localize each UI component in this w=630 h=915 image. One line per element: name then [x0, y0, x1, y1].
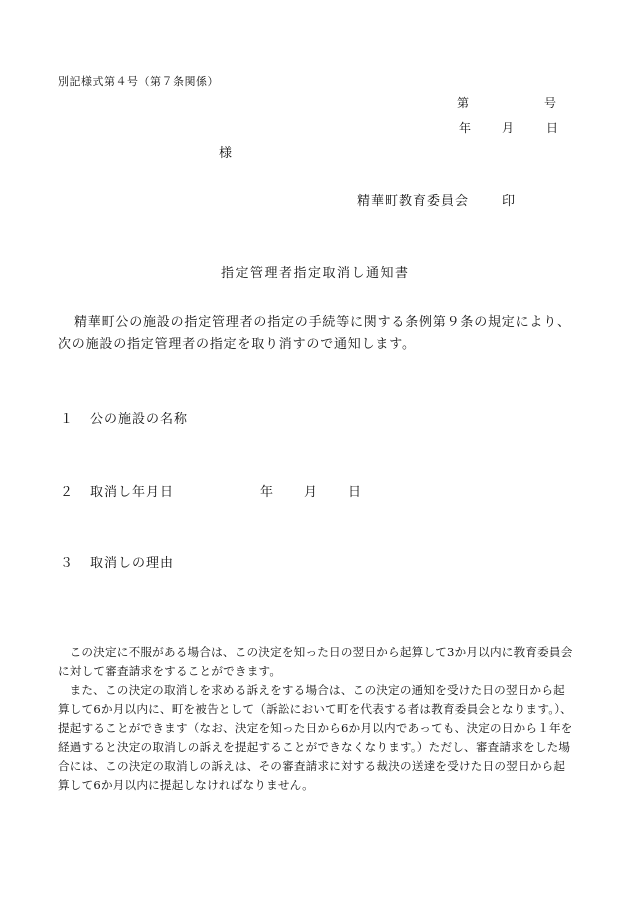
item-number: ２ — [60, 485, 75, 500]
date-day: 日 — [546, 121, 559, 135]
item-label: 公の施設の名称 — [90, 412, 189, 427]
item-number: ３ — [60, 556, 75, 571]
document-number-suffix: 号 — [544, 96, 557, 110]
item-label: 取消し年月日 — [90, 485, 175, 500]
appeal-notice-paragraph: また、この決定の取消しを求める訴えをする場合は、この決定の通知を受けた日の翌日から起算して6か月以内に、町を被告として（訴訟において町を代表する者は教育委員会となります。）、提起することができます（なお、決定を知った日から6か月以内であっても、決定の日から１年を経過すると決定の取消しの訴えを提起することができなくなります。）ただし、審査請求をした場合には、この決定の取消しの訴えは、その審査請求に対する裁決の送達を受けた日の翌日から起算して6か月以内に提起しなければなりません。 — [58, 683, 573, 792]
document-title: 指定管理者指定取消し通知書 — [221, 266, 410, 281]
appeal-notice-paragraph: この決定に不服がある場合は、この決定を知った日の翌日から起算して3か月以内に教育委員会に対して審査請求をすることができます。 — [58, 645, 573, 678]
issuer-name: 精華町教育委員会 — [357, 194, 470, 209]
date-month: 月 — [502, 121, 515, 135]
appeal-notice — [58, 643, 573, 795]
form-reference: 別記様式第４号（第７条関係） — [58, 75, 219, 88]
item-revocation-reason — [58, 552, 174, 571]
seal-mark: 印 — [502, 194, 516, 209]
revocation-month: 月 — [304, 485, 319, 500]
item-facility-name — [58, 408, 188, 427]
addressee-suffix: 様 — [219, 146, 233, 161]
item-label: 取消しの理由 — [90, 556, 175, 571]
revocation-day: 日 — [348, 485, 363, 500]
revocation-year: 年 — [260, 485, 275, 500]
item-revocation-date — [58, 481, 174, 500]
intro-paragraph — [58, 312, 578, 356]
date-year: 年 — [459, 121, 472, 135]
intro-text: 精華町公の施設の指定管理者の指定の手続等に関する条例第９条の規定により、次の施設の指定管理者の指定を取り消すので通知します。 — [58, 315, 571, 352]
document-number-prefix: 第 — [457, 96, 470, 110]
item-number: １ — [60, 412, 75, 427]
